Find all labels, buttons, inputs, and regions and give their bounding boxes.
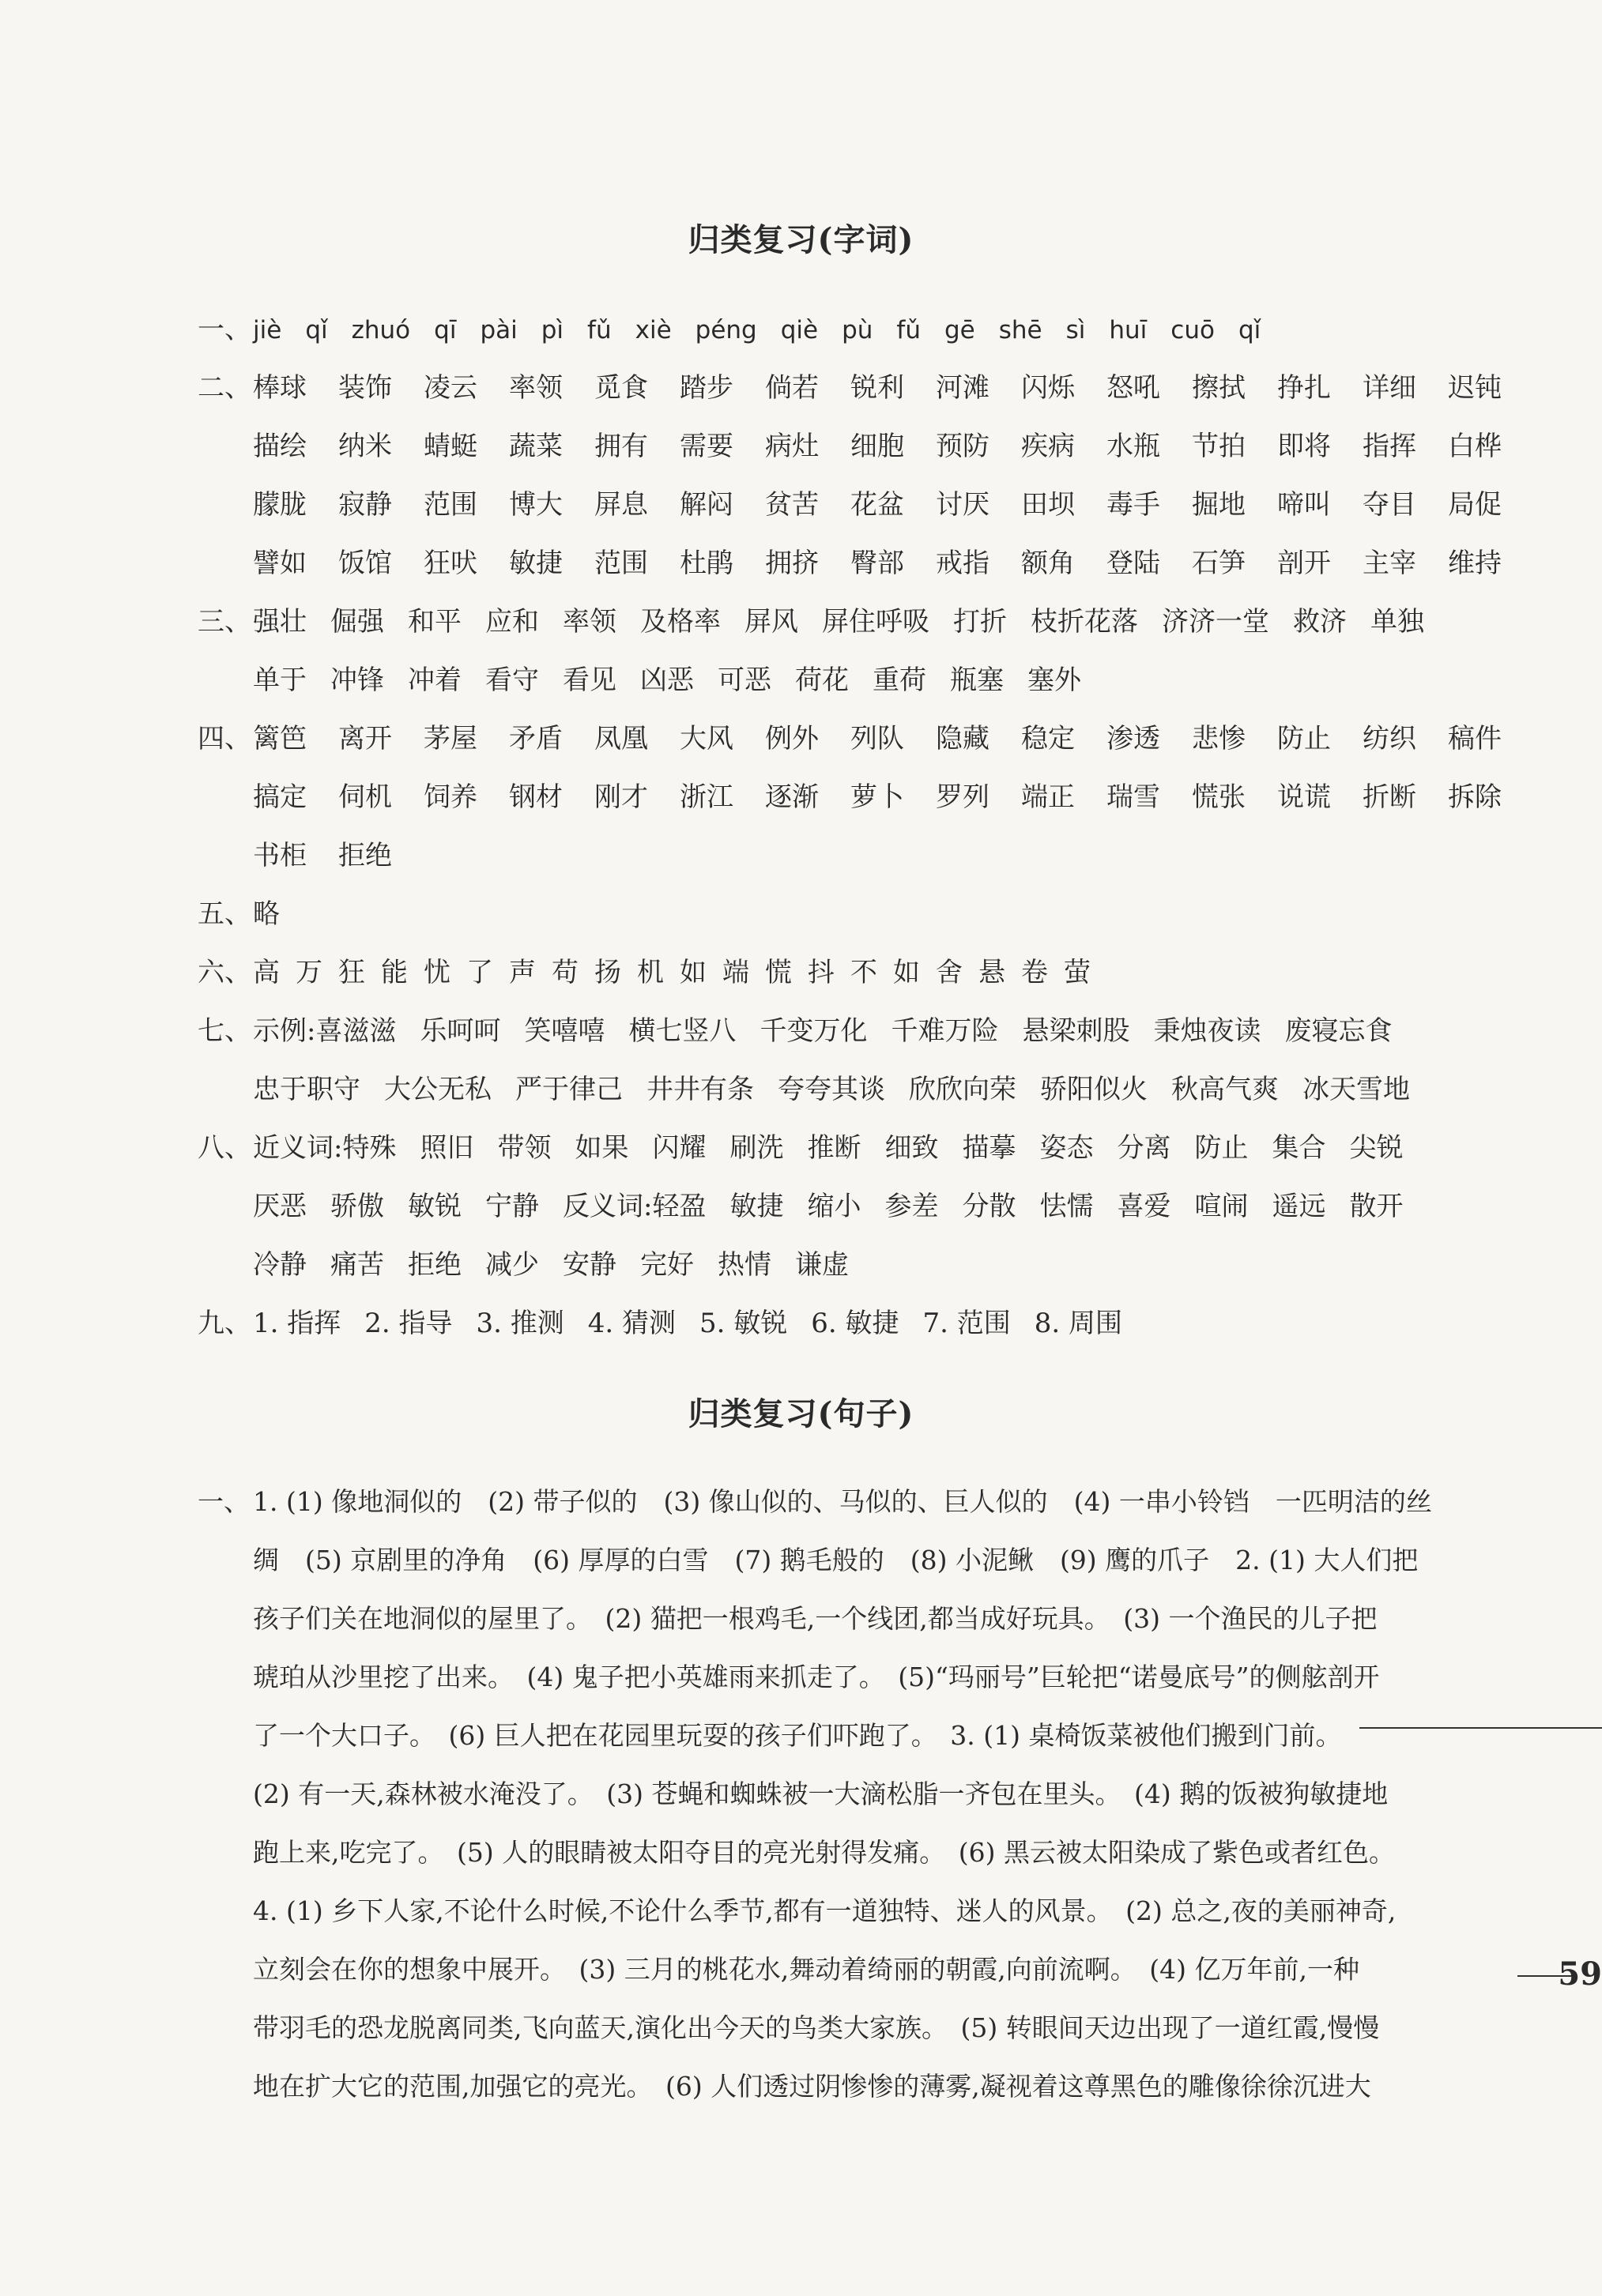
answer-item: huī: [1109, 316, 1148, 344]
answer-item: 缩小: [807, 1191, 861, 1222]
answer-item: 范围: [594, 548, 648, 579]
paragraph-line: [198, 1590, 1517, 1648]
answer-item: 千变万化: [760, 1015, 868, 1047]
answer-item: 喧闹: [1194, 1191, 1249, 1222]
answer-item: 细胞: [850, 431, 904, 462]
answer-item: xiè: [635, 316, 672, 344]
section-number: 一、: [198, 314, 251, 345]
paragraph-line: [198, 1940, 1517, 1999]
answer-item: 井井有条: [646, 1074, 754, 1105]
answer-item: 列队: [850, 723, 904, 755]
answer-item: 怯懦: [1039, 1191, 1094, 1222]
answer-item: 反义词:轻盈: [563, 1191, 707, 1222]
answer-item: 强壮: [253, 606, 307, 638]
answer-item: 能: [381, 957, 408, 988]
paragraph-text: 了一个大口子。 (6) 巨人把在花园里玩耍的孩子们吓跑了。 3. (1) 桌椅饭菜被他们搬到门前。: [253, 1720, 1342, 1751]
answer-item: cuō: [1170, 316, 1215, 344]
answer-item: 率领: [563, 606, 616, 638]
answer-item: 分散: [962, 1191, 1016, 1222]
answer-item: 戒指: [936, 548, 989, 579]
word-list: [253, 651, 1105, 710]
paragraph-text: 跑上来,吃完了。 (5) 人的眼睛被太阳夺目的亮光射得发痛。 (6) 黑云被太阳染成了紫色或者红色。: [253, 1837, 1395, 1868]
sentence-answers: [198, 1473, 1517, 2116]
answer-item: qiè: [780, 316, 819, 344]
answer-item: 塞外: [1027, 664, 1081, 696]
answer-item: pù: [842, 316, 873, 344]
answer-item: 近义词:特殊: [253, 1132, 397, 1164]
answer-item: 刚才: [594, 781, 648, 813]
answer-item: 描摹: [962, 1132, 1016, 1164]
answer-item: 臀部: [850, 548, 904, 579]
answer-row: [198, 417, 1541, 476]
section-number: 五、: [198, 898, 251, 930]
paragraph-line: [198, 1882, 1517, 1940]
answer-item: 7. 范围: [922, 1308, 1011, 1339]
answer-item: 例外: [765, 723, 819, 755]
answer-item: 打折: [953, 606, 1007, 638]
answer-item: 苟: [552, 957, 579, 988]
answer-item: 萤: [1064, 957, 1091, 988]
answer-item: 拒绝: [338, 840, 392, 871]
answer-item: 敏锐: [408, 1191, 462, 1222]
answer-item: 可恶: [718, 664, 771, 696]
answer-item: 描绘: [253, 431, 307, 462]
answer-item: 示例:喜滋滋: [253, 1015, 397, 1047]
answer-item: 推断: [807, 1132, 861, 1164]
answer-item: 2. 指导: [364, 1308, 453, 1339]
answer-item: 拥有: [594, 431, 648, 462]
answer-item: 姿态: [1039, 1132, 1094, 1164]
answer-item: 单于: [253, 664, 307, 696]
paragraph-text: 孩子们关在地洞似的屋里了。 (2) 猫把一根鸡毛,一个线团,都当成好玩具。 (3) 一个渔民的儿子把: [253, 1603, 1378, 1634]
paragraph-text: 4. (1) 乡下人家,不论什么时候,不论什么季节,都有一道独特、迷人的风景。 (2) 总之,夜的美丽神奇,: [253, 1895, 1397, 1926]
divider-line: [1359, 1727, 1602, 1729]
answer-row: [198, 826, 1541, 885]
section-9: [198, 1294, 1541, 1353]
answer-item: 率领: [509, 372, 563, 404]
answer-item: 敏捷: [729, 1191, 784, 1222]
answer-item: 解闷: [680, 489, 733, 521]
answer-item: 照旧: [420, 1132, 474, 1164]
answer-row: [198, 710, 1541, 768]
answer-item: qī: [434, 316, 457, 344]
answer-item: 离开: [338, 723, 392, 755]
answer-item: 遥远: [1272, 1191, 1326, 1222]
word-list: [253, 534, 1533, 593]
answer-item: 局促: [1448, 489, 1502, 521]
answer-item: 拆除: [1448, 781, 1502, 813]
answer-item: 机: [637, 957, 664, 988]
answer-item: 登陆: [1106, 548, 1160, 579]
answer-item: sì: [1065, 316, 1086, 344]
paragraph-text: (2) 有一天,森林被水淹没了。 (3) 苍蝇和蜘蛛被一大滴松脂一齐包在里头。 (4) 鹅的饭被狗敏捷地: [253, 1778, 1389, 1809]
answer-item: 乐呵呵: [420, 1015, 501, 1047]
answer-item: 如: [680, 957, 707, 988]
answer-item: 声: [509, 957, 536, 988]
section-number: 七、: [198, 1015, 251, 1047]
answer-item: 主宰: [1363, 548, 1416, 579]
answer-item: 维持: [1448, 548, 1502, 579]
answer-item: 倔强: [330, 606, 384, 638]
answer-item: 荷花: [795, 664, 849, 696]
word-list: [253, 417, 1533, 476]
answer-item: 浙江: [680, 781, 733, 813]
answer-item: 额角: [1021, 548, 1075, 579]
word-list: [253, 768, 1533, 826]
answer-item: 8. 周围: [1034, 1308, 1122, 1339]
answer-item: 痛苦: [330, 1249, 384, 1281]
answer-item: qǐ: [305, 316, 328, 344]
paragraph-line: [198, 1648, 1517, 1707]
section-1: [198, 300, 1541, 359]
answer-item: 节拍: [1192, 431, 1246, 462]
section-8: [198, 1119, 1541, 1294]
answer-item: 应和: [485, 606, 539, 638]
answer-item: 抖: [808, 957, 835, 988]
answer-item: 凌云: [424, 372, 477, 404]
answer-item: 毒手: [1106, 489, 1160, 521]
answer-item: 了: [466, 957, 493, 988]
answer-item: 预防: [936, 431, 989, 462]
answer-item: 朦胧: [253, 489, 307, 521]
answer-item: 罗列: [936, 781, 989, 813]
section-5: [198, 885, 1541, 943]
answer-item: 参差: [884, 1191, 939, 1222]
answer-item: 闪耀: [652, 1132, 707, 1164]
answer-item: jiè: [253, 316, 282, 344]
section-number: 四、: [198, 723, 251, 755]
answer-item: 稿件: [1448, 723, 1502, 755]
answer-item: 单独: [1370, 606, 1424, 638]
char-list: [253, 943, 1106, 1002]
answer-item: 不: [850, 957, 877, 988]
answer-item: 搞定: [253, 781, 307, 813]
answer-item: gē: [944, 316, 975, 344]
answer-item: 拒绝: [408, 1249, 462, 1281]
answer-item: 4. 猜测: [587, 1308, 676, 1339]
answer-item: 冲锋: [330, 664, 384, 696]
answer-item: 枝折花落: [1031, 606, 1138, 638]
answer-item: 萝卜: [850, 781, 904, 813]
section-number: 二、: [198, 372, 251, 404]
answer-item: 详细: [1363, 372, 1416, 404]
answer-item: 骄傲: [330, 1191, 384, 1222]
answer-item: 渗透: [1106, 723, 1160, 755]
answer-item: 擦拭: [1192, 372, 1246, 404]
answer-item: 拥挤: [765, 548, 819, 579]
answer-item: 带领: [497, 1132, 552, 1164]
answer-item: 谦虚: [795, 1249, 849, 1281]
answer-item: 敏捷: [509, 548, 563, 579]
answer-item: 安静: [563, 1249, 616, 1281]
answer-item: 说谎: [1277, 781, 1331, 813]
answer-item: 热情: [718, 1249, 771, 1281]
answer-row: [198, 1177, 1541, 1236]
answer-item: 石笋: [1192, 548, 1246, 579]
answer-item: 细致: [884, 1132, 939, 1164]
answer-item: 如: [893, 957, 920, 988]
paragraph-text: 带羽毛的恐龙脱离同类,飞向蓝天,演化出今天的鸟类大家族。 (5) 转眼间天边出现了一道红霞,慢慢: [253, 2012, 1380, 2043]
section-number: 九、: [198, 1308, 251, 1339]
answer-item: 及格率: [640, 606, 721, 638]
paragraph-text: 地在扩大它的范围,加强它的亮光。 (6) 人们透过阴惨惨的薄雾,凝视着这尊黑色的雕像徐徐沉进大: [253, 2071, 1371, 2102]
answer-item: 花盆: [850, 489, 904, 521]
answer-item: 和平: [408, 606, 462, 638]
answer-item: 济济一堂: [1162, 606, 1269, 638]
answer-item: 需要: [680, 431, 733, 462]
answer-item: 大公无私: [384, 1074, 492, 1105]
answer-item: 疾病: [1021, 431, 1075, 462]
answer-item: 狂吠: [424, 548, 477, 579]
section-3: [198, 593, 1541, 710]
answer-item: 5. 敏锐: [699, 1308, 788, 1339]
answer-item: 1. 指挥: [253, 1308, 341, 1339]
answer-item: 慌: [765, 957, 792, 988]
word-list: [253, 476, 1533, 534]
pinyin-list: [253, 301, 1284, 359]
answer-item: 端: [722, 957, 749, 988]
answer-item: 剖开: [1277, 548, 1331, 579]
answer-item: qǐ: [1238, 316, 1261, 344]
answer-item: fǔ: [896, 316, 921, 344]
answer-row: [198, 1060, 1541, 1119]
section-text: 略: [253, 898, 280, 930]
word-list: [253, 359, 1533, 417]
answer-item: 瓶塞: [950, 664, 1004, 696]
paragraph-line: [198, 1765, 1517, 1824]
answer-item: 篱笆: [253, 723, 307, 755]
answer-item: 逐渐: [765, 781, 819, 813]
answer-item: 横七竖八: [628, 1015, 737, 1047]
answer-item: 大风: [680, 723, 733, 755]
answer-row: [198, 359, 1541, 417]
answer-item: 忠于职守: [253, 1074, 360, 1105]
answer-row: [198, 1236, 1541, 1294]
word-list: [253, 593, 1448, 651]
answer-item: 茅屋: [424, 723, 477, 755]
answer-item: 瑞雪: [1106, 781, 1160, 813]
answer-item: 笑嘻嘻: [524, 1015, 605, 1047]
answer-item: 6. 敏捷: [811, 1308, 899, 1339]
answer-row: [198, 651, 1541, 710]
answer-item: 集合: [1272, 1132, 1326, 1164]
answer-item: 屏风: [744, 606, 798, 638]
answer-item: 白桦: [1448, 431, 1502, 462]
answer-item: 厌恶: [253, 1191, 307, 1222]
answer-item: 矛盾: [509, 723, 563, 755]
answer-item: 倘若: [765, 372, 819, 404]
answer-item: 冲着: [408, 664, 462, 696]
answer-item: 悲惨: [1192, 723, 1246, 755]
answer-item: 挣扎: [1277, 372, 1331, 404]
word-list: [253, 1177, 1427, 1236]
answer-item: 蜻蜓: [424, 431, 477, 462]
answer-row: [198, 476, 1541, 534]
paragraph-text: 琥珀从沙里挖了出来。 (4) 鬼子把小英雄雨来抓走了。 (5)“玛丽号”巨轮把“诺曼底号”的侧舷剖开: [253, 1662, 1380, 1692]
answer-item: 高: [253, 957, 280, 988]
answer-item: 钢材: [509, 781, 563, 813]
answer-item: 田坝: [1021, 489, 1075, 521]
answer-item: 减少: [485, 1249, 539, 1281]
answer-item: 屏住呼吸: [822, 606, 929, 638]
word-list: [253, 1236, 873, 1294]
section-number: 六、: [198, 957, 251, 988]
answer-item: pài: [480, 316, 518, 344]
choice-list: [253, 1294, 1146, 1353]
answer-item: 折断: [1363, 781, 1416, 813]
answer-item: 救济: [1293, 606, 1347, 638]
answer-item: 书柜: [253, 840, 307, 871]
answer-item: 锐利: [850, 372, 904, 404]
section-number: 三、: [198, 606, 251, 638]
page-number: 59: [1558, 1955, 1602, 1993]
answer-item: 分离: [1117, 1132, 1171, 1164]
answer-item: 喜爱: [1117, 1191, 1171, 1222]
answer-item: 夺目: [1363, 489, 1416, 521]
answer-item: 秉烛夜读: [1153, 1015, 1261, 1047]
answer-item: 冷静: [253, 1249, 307, 1281]
answer-item: shē: [998, 316, 1042, 344]
answer-item: zhuó: [351, 316, 411, 344]
section-title-sentences: 归类复习(句子): [688, 1395, 914, 1432]
section-7: [198, 1002, 1541, 1119]
answer-item: 防止: [1194, 1132, 1249, 1164]
answer-item: 掘地: [1192, 489, 1246, 521]
answer-item: 防止: [1277, 723, 1331, 755]
answer-item: 啼叫: [1277, 489, 1331, 521]
answer-item: 饭馆: [338, 548, 392, 579]
answer-item: péng: [695, 316, 757, 344]
answer-item: 范围: [424, 489, 477, 521]
answer-item: 严于律己: [515, 1074, 623, 1105]
section-number: 一、: [198, 1486, 250, 1517]
answer-item: 慌张: [1192, 781, 1246, 813]
answer-item: fǔ: [587, 316, 612, 344]
answer-item: 闪烁: [1021, 372, 1075, 404]
answer-item: 悬梁刺股: [1022, 1015, 1130, 1047]
answer-item: 狂: [338, 957, 365, 988]
answer-item: 伺机: [338, 781, 392, 813]
answer-item: 刷洗: [729, 1132, 784, 1164]
answer-item: 怒吼: [1106, 372, 1160, 404]
answer-item: 忧: [424, 957, 450, 988]
answer-item: 博大: [509, 489, 563, 521]
answer-item: 千难万险: [891, 1015, 999, 1047]
answer-item: 水瓶: [1106, 431, 1160, 462]
paragraph-line: [198, 1999, 1517, 2057]
section-6: [198, 943, 1541, 1002]
paragraph-line: [198, 1531, 1517, 1590]
answer-item: 病灶: [765, 431, 819, 462]
section-4: [198, 710, 1541, 885]
answer-item: 完好: [640, 1249, 694, 1281]
answer-item: 骄阳似火: [1040, 1074, 1148, 1105]
answer-row: [198, 1119, 1541, 1177]
answer-item: 夸夸其谈: [778, 1074, 885, 1105]
answer-item: 蔬菜: [509, 431, 563, 462]
section-2: [198, 359, 1541, 593]
answer-item: 饲养: [424, 781, 477, 813]
paragraph-line: [198, 1707, 1517, 1765]
answer-item: pì: [541, 316, 564, 344]
word-list: [253, 710, 1533, 768]
answer-item: 看见: [563, 664, 616, 696]
word-list: [253, 1119, 1427, 1177]
answer-item: 秋高气爽: [1171, 1074, 1279, 1105]
answer-item: 稳定: [1021, 723, 1075, 755]
answer-item: 看守: [485, 664, 539, 696]
answer-item: 万: [296, 957, 322, 988]
answer-row: [198, 534, 1541, 593]
answer-item: 悬: [978, 957, 1005, 988]
paragraph-line: [198, 1473, 1517, 1531]
answer-item: 凶恶: [640, 664, 694, 696]
answer-item: 散开: [1349, 1191, 1404, 1222]
paragraph-line: [198, 2057, 1517, 2116]
answer-item: 迟钝: [1448, 372, 1502, 404]
section-number: 八、: [198, 1132, 251, 1164]
answer-item: 废寝忘食: [1284, 1015, 1393, 1047]
answer-item: 杜鹃: [680, 548, 733, 579]
word-list: [253, 1002, 1415, 1060]
answer-row: [198, 1002, 1541, 1060]
paragraph-text: 绸 (5) 京剧里的净角 (6) 厚厚的白雪 (7) 鹅毛般的 (8) 小泥鳅 (9) 鹰的爪子 2. (1) 大人们把: [253, 1545, 1419, 1575]
section-title-words: 归类复习(字词): [688, 221, 914, 258]
paragraph-text: 立刻会在你的想象中展开。 (3) 三月的桃花水,舞动着绮丽的朝霞,向前流啊。 (4) 亿万年前,一种: [253, 1954, 1359, 1985]
answer-item: 指挥: [1363, 431, 1416, 462]
answer-item: 扬: [594, 957, 621, 988]
answer-item: 譬如: [253, 548, 307, 579]
answer-item: 3. 推测: [476, 1308, 564, 1339]
answer-item: 纺织: [1363, 723, 1416, 755]
answer-item: 端正: [1021, 781, 1075, 813]
answer-item: 如果: [575, 1132, 629, 1164]
answer-row: [198, 593, 1541, 651]
paragraph-text: 1. (1) 像地洞似的 (2) 带子似的 (3) 像山似的、马似的、巨人似的 (4) 一串小铃铛 一匹明洁的丝: [253, 1486, 1432, 1517]
answer-item: 冰天雪地: [1302, 1074, 1410, 1105]
answer-item: 欣欣向荣: [909, 1074, 1016, 1105]
answer-item: 寂静: [338, 489, 392, 521]
answer-item: 重荷: [873, 664, 926, 696]
answer-item: 装饰: [338, 372, 392, 404]
answer-item: 屏息: [594, 489, 648, 521]
answer-row: [198, 768, 1541, 826]
word-list: [253, 826, 424, 885]
answer-item: 讨厌: [936, 489, 989, 521]
answer-item: 宁静: [485, 1191, 539, 1222]
answer-item: 贫苦: [765, 489, 819, 521]
answer-item: 即将: [1277, 431, 1331, 462]
answer-item: 棒球: [253, 372, 307, 404]
answer-item: 纳米: [338, 431, 392, 462]
answer-item: 舍: [936, 957, 963, 988]
answer-item: 隐藏: [936, 723, 989, 755]
word-list: [253, 1060, 1434, 1119]
answer-item: 凤凰: [594, 723, 648, 755]
answer-item: 踏步: [680, 372, 733, 404]
answer-item: 河滩: [936, 372, 989, 404]
answer-item: 觅食: [594, 372, 648, 404]
paragraph-line: [198, 1824, 1517, 1882]
answer-item: 尖锐: [1349, 1132, 1404, 1164]
answer-item: 卷: [1021, 957, 1048, 988]
